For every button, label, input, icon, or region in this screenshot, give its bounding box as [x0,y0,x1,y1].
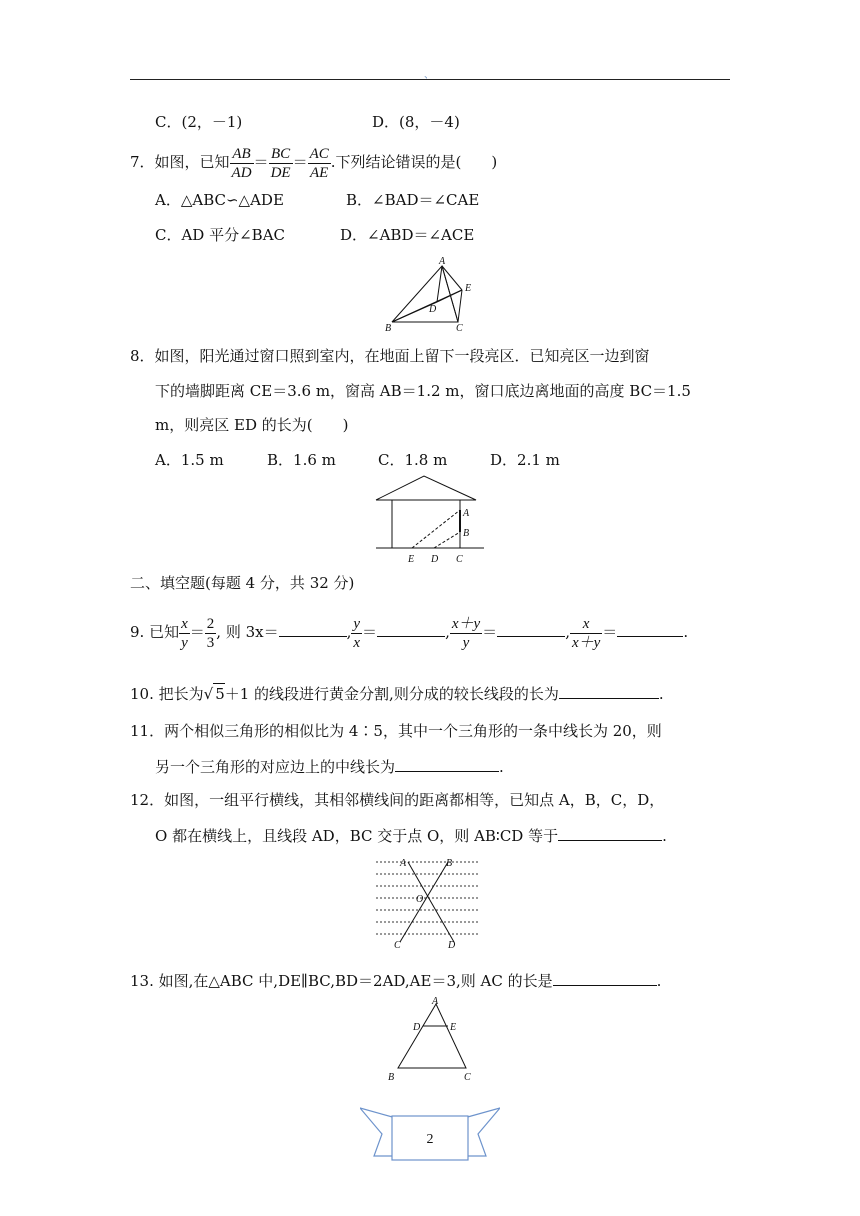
q9-fraction-2: $\frac{x+y}{y}$ [451,615,481,651]
q12-label-d: D [448,940,456,950]
q13-label-d: D [413,1022,421,1033]
q11-line-2: 另一个三角形的对应边上的中线长为 . [155,755,504,777]
q7-option-d: D．∠ABD＝∠ACE [340,226,475,244]
q6-option-c: C．(2，－1) [155,113,243,131]
q7-label-c: C [456,323,463,334]
q7-label-e: E [465,283,472,294]
q12-line-1: 12．如图，一组平行横线，其相邻横线间的距离都相等，已知点 A，B，C，D， [130,791,665,809]
q9-blank-2[interactable] [377,620,445,637]
q7-number: 7．如图，已知 [130,153,230,171]
q13-figure [380,994,480,1088]
q8-label-b: B [463,528,470,539]
q8-option-c: C．1.8 m [378,451,448,469]
q8-option-b: B．1.6 m [267,451,336,469]
q7-stem: 7．如图，已知 $\frac{AB}{AD}$ ＝ $\frac{BC}{DE}$ ＝ $\frac{AC}{AE}$ .下列结论错误的是( ) [130,145,498,181]
q7-option-b: B．∠BAD＝∠CAE [346,191,480,209]
q8-line-1: 8．如图，阳光通过窗口照到室内，在地面上留下一段亮区．已知亮区一边到窗 [130,347,650,365]
q8-label-a: A [463,508,470,519]
q9-fraction-value: $\frac{2}{3}$ [206,615,215,651]
page-number: 2 [426,1132,434,1147]
q9-blank-4[interactable] [617,620,683,637]
q13-label-b: B [388,1072,395,1083]
q9-stem: 9. 已知 $\frac{x}{y}$ ＝ $\frac{2}{3}$ , 则 3x＝ , $\frac{y}{x}$ ＝ , $\frac{x+y}{y}$ ＝ , $\frac{x}{x+y}$ ＝ . [130,615,689,651]
q7-fraction-1: $\frac{AB}{AD}$ [231,145,252,181]
q7-question: .下列结论错误的是( ) [330,153,498,171]
q13-label-e: E [450,1022,457,1033]
q7-fraction-2: $\frac{BC}{DE}$ [270,145,291,181]
q12-label-c: C [394,940,401,950]
q7-option-c: C．AD 平分∠BAC [155,226,286,244]
q7-fraction-3: $\frac{AC}{AE}$ [309,145,329,181]
q13-blank[interactable] [553,969,657,986]
q10-radicand: 5 [215,685,225,703]
q7-option-a: A．△ABC∽△ADE [155,191,284,209]
q12-label-b: B [446,858,453,869]
q11-line-1: 11．两个相似三角形的相似比为 4∶5，其中一个三角形的一条中线长为 20，则 [130,722,662,740]
q7-label-d: D [429,304,437,315]
page-number-ribbon [360,1104,500,1164]
q12-blank[interactable] [558,824,662,841]
ribbon-icon [360,1104,500,1164]
q9-fraction-1: $\frac{y}{x}$ [353,615,361,651]
q11-blank[interactable] [395,755,499,772]
q9-fraction-3: $\frac{x}{x+y}$ [571,615,601,651]
q8-line-2: 下的墙脚距离 CE＝3.6 m，窗高 AB＝1.2 m，窗口底边离地面的高度 BC＝1.5 [155,382,691,400]
q12-label-o: O [416,894,424,905]
q12-figure [372,856,484,950]
q13-label-a: A [432,996,439,1007]
q6-option-d: D．(8，－4) [372,113,460,131]
header-mark: 、 [424,70,434,81]
q10-stem: 10. 把长为√ 5＋1 的线段进行黄金分割,则分成的较长线段的长为 . [130,682,664,704]
q7-label-b: B [385,323,392,334]
q12-line-2: O 都在横线上，且线段 AD，BC 交于点 O，则 AB∶CD 等于 . [155,824,667,846]
q10-blank[interactable] [559,682,659,699]
q7-figure [382,256,482,336]
section-2-title: 二、填空题(每题 4 分，共 32 分) [130,574,355,592]
q9-blank-1[interactable] [279,620,347,637]
q8-label-c: C [456,554,463,565]
q9-blank-3[interactable] [497,620,565,637]
q13-line-1: 13. 如图,在△ABC 中,DE∥BC,BD＝2AD,AE＝3,则 AC 的长是 . [130,969,661,991]
q8-option-a: A．1.5 m [155,451,224,469]
q8-figure [372,472,488,568]
q9-fraction-given: $\frac{x}{y}$ [181,615,188,651]
q8-option-d: D．2.1 m [490,451,560,469]
q7-label-a: A [439,256,446,267]
q8-line-3: m，则亮区 ED 的长为( ) [155,416,349,434]
q13-label-c: C [464,1072,471,1083]
q12-label-a: A [400,858,407,869]
q8-label-e: E [408,554,415,565]
q8-label-d: D [431,554,439,565]
